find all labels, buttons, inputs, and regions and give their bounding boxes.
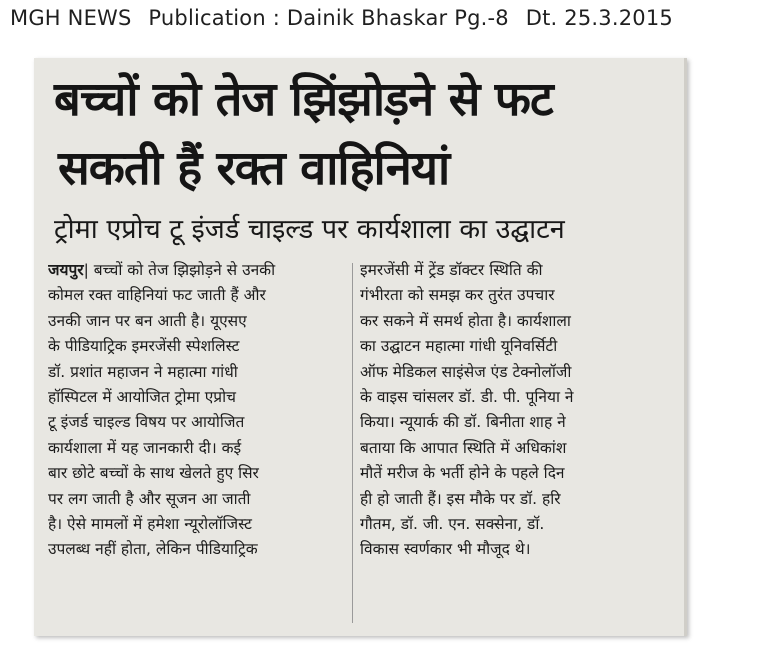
headline-line-1: बच्चों को तेज झिंझोड़ने से फट [54, 72, 553, 127]
publication-info: Publication : Dainik Bhaskar Pg.-8 [148, 6, 509, 30]
article-column-left [48, 258, 348, 628]
column-line: ऑफ मेडिकल साइंसेज एंड टेक्नोलॉजी [360, 362, 572, 381]
column-line: पर लग जाती है और सूजन आ जाती [48, 489, 251, 508]
column-line: जयपुर| बच्चों को तेज झिझोड़ने से उनकी [48, 261, 276, 279]
column-line: विकास स्वर्णकार भी मौजूद थे। [360, 540, 531, 559]
column-line: टू इंजर्ड चाइल्ड विषय पर आयोजित [48, 413, 245, 432]
newspaper-clipping [34, 58, 687, 636]
column-line: बताया कि आपात स्थिति में अधिकांश [360, 438, 567, 457]
column-line: हॉस्पिटल में आयोजित ट्रोमा एप्रोच [48, 387, 236, 406]
column-divider [352, 263, 353, 623]
column-line: ही हो जाती हैं। इस मौके पर डॉ. हरि [360, 489, 561, 508]
column-line: कोमल रक्त वाहिनियां फट जाती हैं और [48, 286, 266, 305]
column-line: इमरजेंसी में ट्रेंड डॉक्टर स्थिति की [360, 261, 543, 279]
column-line: कार्यशाला में यह जानकारी दी। कई [48, 438, 242, 457]
column-line: के पीडियाट्रिक इमरजेंसी स्पेशलिस्ट [48, 337, 240, 356]
subheadline: ट्रोमा एप्रोच टू इंजर्ड चाइल्ड पर कार्यशाला का उद्घाटन [54, 214, 565, 245]
column-line: डॉ. प्रशांत महाजन ने महात्मा गांधी [48, 362, 238, 381]
column-line: उपलब्ध नहीं होता, लेकिन पीडियाट्रिक [48, 540, 258, 559]
dateline: जयपुर [48, 261, 84, 279]
publication-date: Dt. 25.3.2015 [525, 6, 673, 30]
column-line: उनकी जान पर बन आती है। यूएसए [48, 311, 247, 330]
column-line: बार छोटे बच्चों के साथ खेलते हुए सिर [48, 464, 259, 483]
column-line: मौतें मरीज के भर्ती होने के पहले दिन [360, 464, 565, 483]
headline-line-2: सकती हैं रक्त वाहिनियां [58, 141, 450, 196]
column-line: का उद्घाटन महात्मा गांधी यूनिवर्सिटी [360, 337, 558, 356]
column-line: के वाइस चांसलर डॉ. डी. पी. पूनिया ने [360, 387, 574, 406]
column-line: किया। न्यूयार्क की डॉ. बिनीता शाह ने [360, 413, 566, 432]
column-line: गौतम, डॉ. जी. एन. सक्सेना, डॉ. [360, 514, 545, 533]
column-line: है। ऐसे मामलों में हमेशा न्यूरोलॉजिस्ट [48, 514, 252, 533]
article-column-right [360, 258, 662, 628]
column-line: कर सकने में समर्थ होता है। कार्यशाला [360, 311, 571, 330]
source-name: MGH NEWS [10, 6, 132, 30]
clipping-source-line [10, 6, 760, 30]
column-line: गंभीरता को समझ कर तुरंत उपचार [360, 286, 555, 305]
